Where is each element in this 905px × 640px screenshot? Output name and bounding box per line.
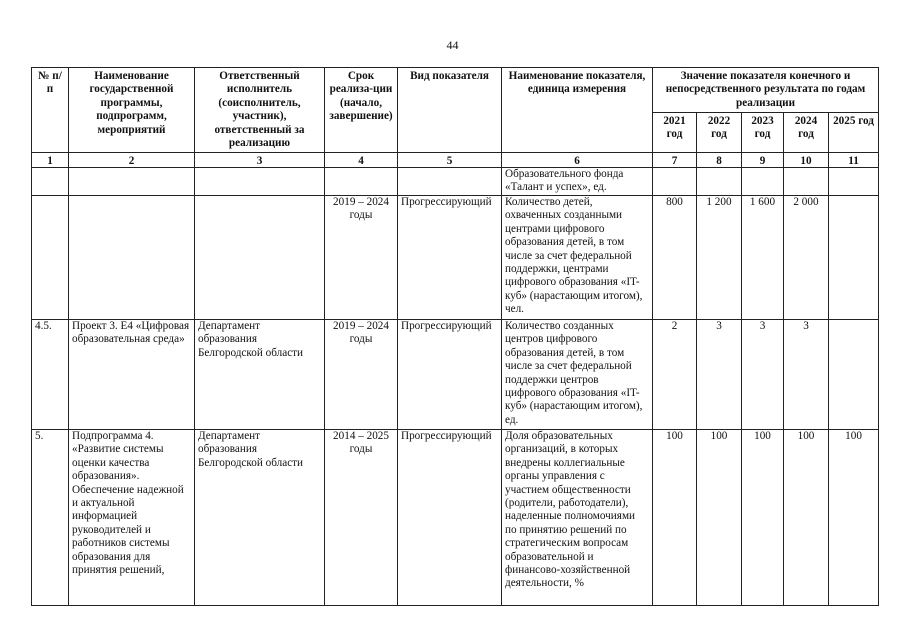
header-values-title: Значение показателя конечного и непосредственного результата по годам реализации <box>653 68 879 113</box>
row-value <box>697 168 742 196</box>
header-num: № п/п <box>32 68 69 153</box>
row-kind: Прогрессирующий <box>398 320 502 430</box>
column-number: 11 <box>829 153 879 168</box>
header-year: 2022 год <box>697 113 742 153</box>
column-number: 10 <box>784 153 829 168</box>
row-period <box>325 168 398 196</box>
row-num: 4.5. <box>32 320 69 430</box>
row-value <box>829 196 879 320</box>
row-value: 100 <box>653 430 697 606</box>
row-name: Подпрограмма 4. «Развитие системы оценки качества образования». Обеспечение надежной и актуальной информацией руководителей и работников системы образования для принятия решений, <box>69 430 195 606</box>
row-period: 2019 – 2024 годы <box>325 320 398 430</box>
row-responsible <box>195 168 325 196</box>
column-number: 9 <box>742 153 784 168</box>
row-indicator: Доля образовательных организаций, в которых внедрены коллегиальные органы управления с участием общественности (родители, работодатели), наделенные полномочиями по принятию решений по стратегическим вопросам образовательной и финансово-хозяйственной деятельности, % <box>502 430 653 606</box>
row-value: 800 <box>653 196 697 320</box>
row-indicator: Количество созданных центров цифрового образования детей, в том числе за счет федеральной поддержки центров цифрового образования «IT-куб» (нарастающим итогом), ед. <box>502 320 653 430</box>
row-kind <box>398 168 502 196</box>
row-name <box>69 168 195 196</box>
header-indicator-kind: Вид показателя <box>398 68 502 153</box>
row-value: 3 <box>697 320 742 430</box>
header-period: Срок реализа-ции (начало, завершение) <box>325 68 398 153</box>
row-value: 100 <box>742 430 784 606</box>
header-year: 2025 год <box>829 113 879 153</box>
table-row <box>32 430 879 606</box>
row-value: 1 200 <box>697 196 742 320</box>
column-number: 4 <box>325 153 398 168</box>
row-value <box>784 168 829 196</box>
row-period: 2019 – 2024 годы <box>325 196 398 320</box>
row-indicator: Образовательного фонда «Талант и успех», ед. <box>502 168 653 196</box>
table-row <box>32 168 879 196</box>
row-value: 100 <box>784 430 829 606</box>
row-num <box>32 168 69 196</box>
row-kind: Прогрессирующий <box>398 196 502 320</box>
row-value: 2 000 <box>784 196 829 320</box>
table-row <box>32 196 879 320</box>
page-number: 44 <box>446 38 459 52</box>
row-value: 100 <box>697 430 742 606</box>
row-responsible <box>195 196 325 320</box>
column-number: 1 <box>32 153 69 168</box>
header-year: 2024 год <box>784 113 829 153</box>
column-number: 3 <box>195 153 325 168</box>
indicators-table <box>31 67 879 606</box>
column-number: 5 <box>398 153 502 168</box>
column-number: 2 <box>69 153 195 168</box>
row-value: 2 <box>653 320 697 430</box>
row-responsible: Департамент образования Белгородской области <box>195 320 325 430</box>
row-value <box>829 320 879 430</box>
header-year: 2021 год <box>653 113 697 153</box>
row-value: 100 <box>829 430 879 606</box>
row-responsible: Департамент образования Белгородской области <box>195 430 325 606</box>
column-number: 7 <box>653 153 697 168</box>
header-indicator-name: Наименование показателя, единица измерения <box>502 68 653 153</box>
column-number: 8 <box>697 153 742 168</box>
row-num <box>32 196 69 320</box>
header-responsible: Ответственный исполнитель (соисполнитель, участник), ответственный за реализацию <box>195 68 325 153</box>
header-program-name: Наименование государственной программы, подпрограмм, мероприятий <box>69 68 195 153</box>
header-year: 2023 год <box>742 113 784 153</box>
row-indicator: Количество детей, охваченных созданными центрами цифрового образования детей, в том числе за счет федеральной поддержки, центрами цифрового образования «IT-куб» (нарастающим итогом), чел. <box>502 196 653 320</box>
row-value: 1 600 <box>742 196 784 320</box>
row-period: 2014 – 2025 годы <box>325 430 398 606</box>
row-value: 3 <box>784 320 829 430</box>
row-num: 5. <box>32 430 69 606</box>
row-kind: Прогрессирующий <box>398 430 502 606</box>
row-value <box>653 168 697 196</box>
row-name <box>69 196 195 320</box>
row-value: 3 <box>742 320 784 430</box>
row-value <box>829 168 879 196</box>
row-value <box>742 168 784 196</box>
column-number: 6 <box>502 153 653 168</box>
row-name: Проект 3. Е4 «Цифровая образовательная среда» <box>69 320 195 430</box>
table-row <box>32 320 879 430</box>
